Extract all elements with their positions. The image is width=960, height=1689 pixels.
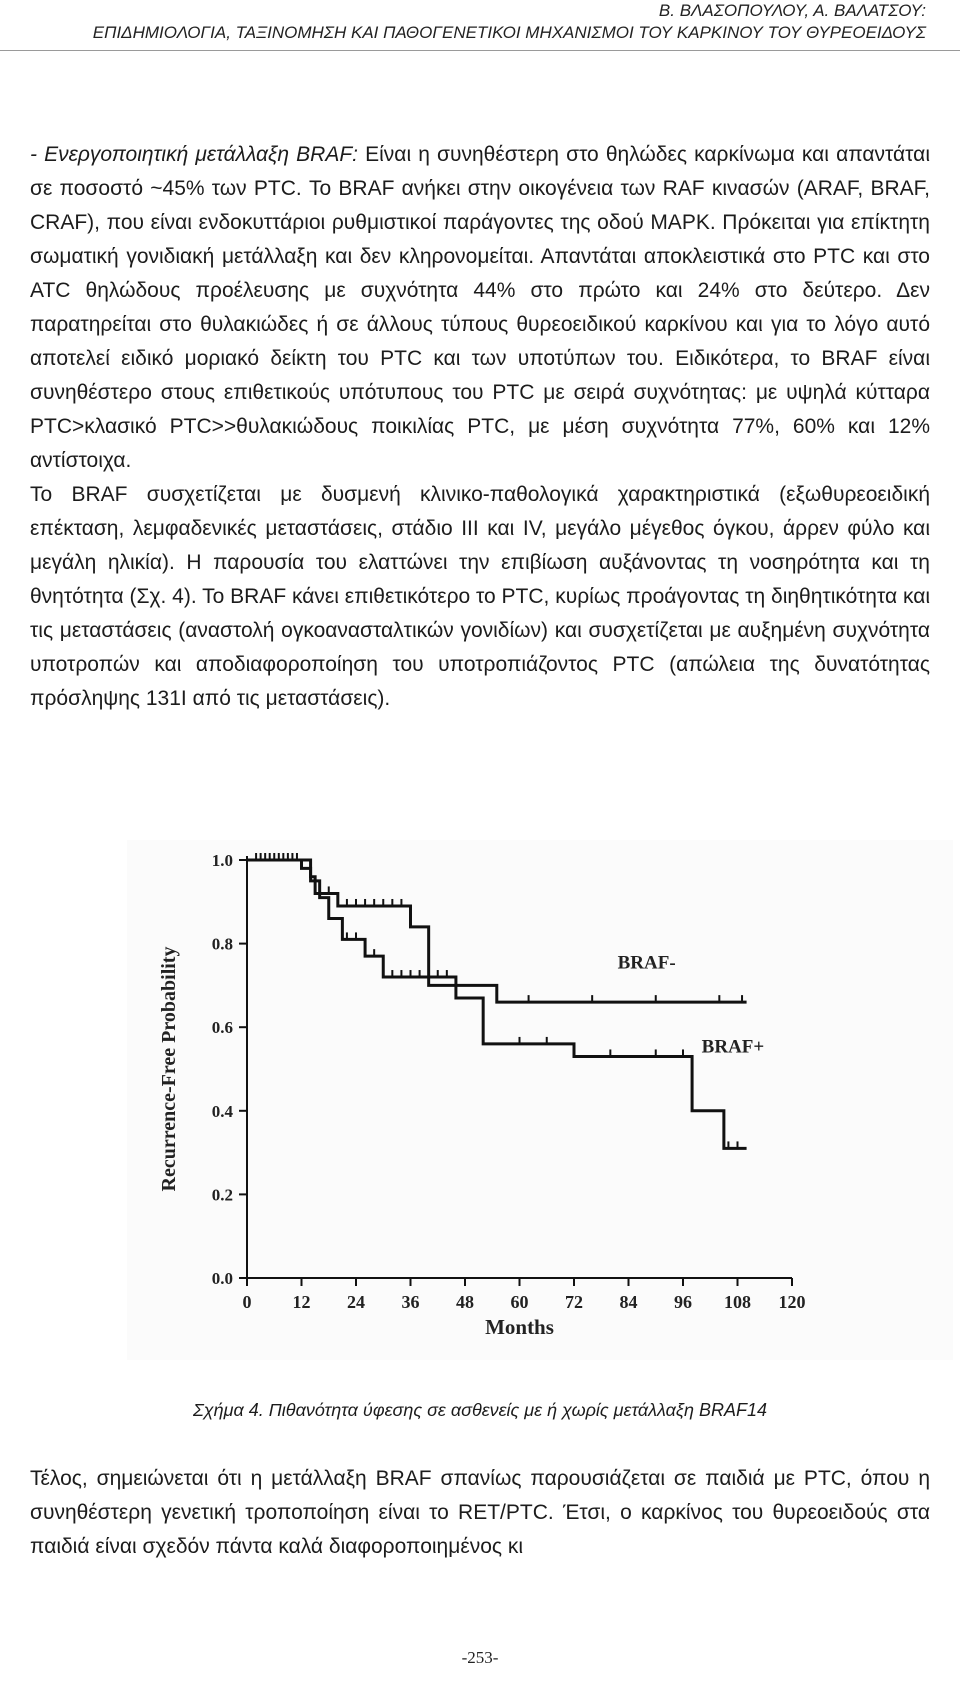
running-head-authors: Β. ΒΛΑΣΟΠΟΥΛΟΥ, Α. ΒΑΛΑΤΣΟΥ:	[658, 1, 926, 20]
series-line-braf-neg	[247, 860, 747, 1002]
x-axis-label: Months	[485, 1315, 554, 1339]
kaplan-meier-chart	[127, 840, 953, 1360]
series-annotation: BRAF-	[617, 952, 676, 974]
y-tick-label: 0.0	[211, 1269, 233, 1288]
braf-lead-term: - Ενεργοποιητική μετάλλαξη BRAF:	[30, 143, 358, 166]
x-tick-label: 36	[401, 1292, 420, 1312]
x-tick-label: 0	[242, 1292, 252, 1312]
x-tick-label: 12	[292, 1292, 311, 1312]
y-tick-label: 0.8	[211, 934, 233, 954]
x-tick-label: 84	[619, 1292, 638, 1312]
header-divider	[0, 50, 960, 51]
figure-caption: Σχήμα 4. Πιθανότητα ύφεσης σε ασθενείς με ή χωρίς μετάλλαξη BRAF14	[193, 1400, 767, 1420]
x-tick-label: 72	[565, 1292, 583, 1312]
paragraph-1-text: Είναι η συνηθέστερη στο θηλώδες καρκίνωμα και απαντάται σε ποσοστό ~45% των PTC. Το BRAF ανήκει στην οικογένεια των RAF κινασών (ARAF, BRAF, CRAF), που είναι ενδοκυττάριοι ρυθμιστικοί παράγοντες της οδού MAPK. Πρόκειται για επίκτητη σωματική γονιδιακή μετάλλαξη και δεν κληρονομείται. Απαντάται αποκλειστικά στο PTC και στο ATC θηλώδους προέλευσης με συχνότητα 44% στο πρώτο και 24% στο δεύτερο. Δεν παρατηρείται στο θυλακιώδες ή σε άλλους τύπους θυρεοειδικού καρκίνου και για το λόγο αυτό αποτελεί ειδικό μοριακό δείκτη του PTC και των υποτύπων του. Ειδικότερα, το BRAF είναι συνηθέστερο στους επιθετικούς υπότυπους του PTC με σειρά συχνότητας: με υψηλά κύτταρα PTC>κλασικό PTC>>θυλακιώδους ποικιλίας PTC, με μέση συχνότητα 77%, 60% και 12% αντίστοιχα.	[30, 143, 930, 472]
figure-4	[127, 840, 953, 1360]
x-tick-label: 60	[510, 1292, 529, 1312]
page-number: -253-	[461, 1648, 499, 1667]
y-tick-label: 0.4	[211, 1101, 233, 1121]
paragraph-3-text: Τέλος, σημειώνεται ότι η μετάλλαξη BRAF σπανίως παρουσιάζεται σε παιδιά με PTC, όπου η συνηθέστερη γενετική τροποποίηση είναι το RET/PTC. Έτσι, ο καρκίνος του θυρεοειδούς στα παιδιά είναι σχεδόν πάντα καλά διαφοροποιημένος κι	[30, 1467, 930, 1558]
x-tick-label: 24	[347, 1292, 365, 1312]
x-tick-label: 120	[778, 1292, 806, 1312]
running-head	[30, 0, 926, 44]
y-tick-label: 0.6	[211, 1018, 233, 1038]
x-tick-label: 108	[724, 1292, 751, 1312]
series-annotation: BRAF+	[701, 1036, 765, 1058]
y-axis-label: Recurrence-Free Probability	[158, 946, 180, 1192]
y-tick-label: 0.2	[211, 1185, 233, 1205]
x-tick-label: 96	[674, 1292, 692, 1312]
braf-section	[30, 138, 930, 716]
paragraph-children	[30, 1462, 930, 1564]
paragraph-braf-intro	[30, 138, 930, 478]
running-head-title: ΕΠΙΔΗΜΙΟΛΟΓΙΑ, ΤΑΞΙΝΟΜΗΣΗ ΚΑΙ ΠΑΘΟΓΕΝΕΤΙΚΟΙ ΜΗΧΑΝΙΣΜΟΙ ΤΟΥ ΚΑΡΚΙΝΟΥ ΤΟΥ ΘΥΡΕΟΕΙΔΟΥΣ	[92, 23, 926, 42]
paragraph-braf-prognosis: Το BRAF συσχετίζεται με δυσμενή κλινικο-παθολογικά χαρακτηριστικά (εξωθυρεοειδική επέκταση, λεμφαδενικές μεταστάσεις, στάδιο III και IV, μεγάλο μέγεθος όγκου, άρρεν φύλο και μεγάλη ηλικία). Η παρουσία του ελαττώνει την επιβίωση αυξάνοντας τη νοσηρότητα και τη θνητότητα (Σχ. 4). Το BRAF κάνει επιθετικότερο το PTC, κυρίως προάγοντας τη διηθητικότητα και τις μεταστάσεις (αναστολή ογκοανασταλτικών γονιδίων) και συσχετίζεται με αυξημένη συχνότητα υποτροπών και αποδιαφοροποίηση του υποτροπιάζοντος PTC (απώλεια της δυνατότητας πρόσληψης 131I από τις μεταστάσεις).	[30, 483, 930, 710]
x-tick-label: 48	[456, 1292, 474, 1312]
series-line-braf-pos	[247, 860, 747, 1148]
y-tick-label: 1.0	[211, 851, 233, 870]
